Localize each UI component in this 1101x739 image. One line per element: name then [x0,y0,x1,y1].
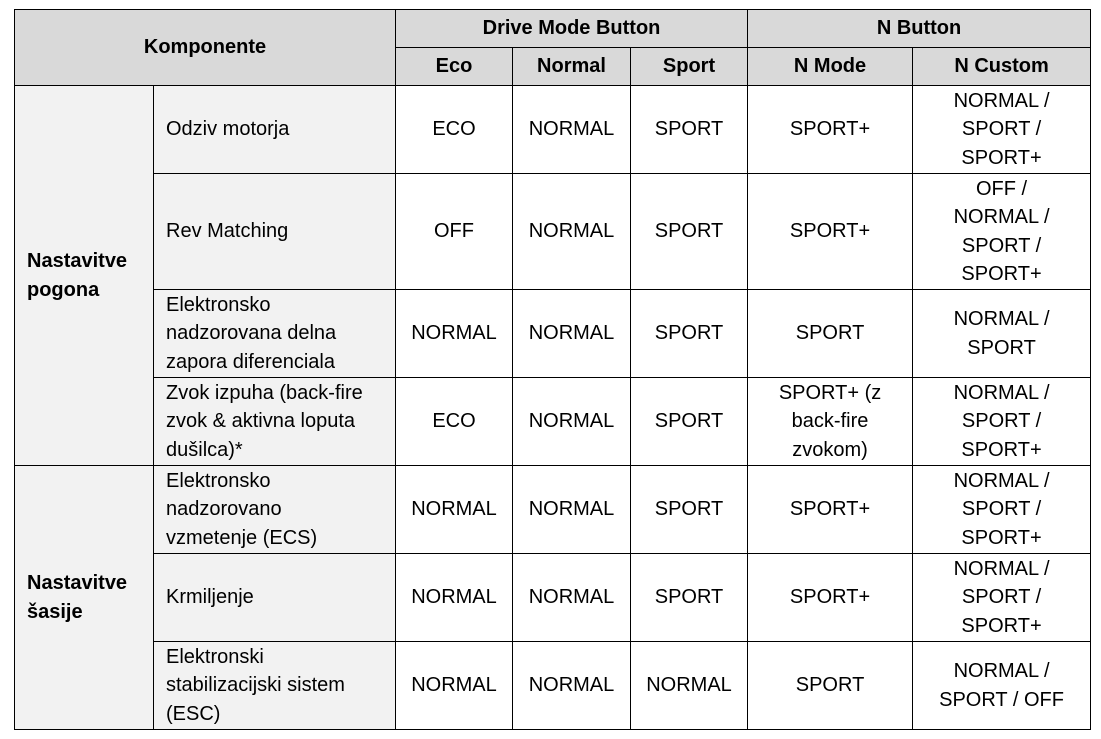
value-normal: NORMAL [513,290,631,378]
value-sport: SPORT [631,466,748,554]
value-n-mode: SPORT [748,290,913,378]
table-row [15,174,1091,290]
table-row [15,378,1091,466]
value-n-mode: SPORT+ (z back-fire zvokom) [748,378,913,466]
header-drive-mode: Drive Mode Button [396,10,748,48]
value-eco: ECO [396,378,513,466]
value-normal: NORMAL [513,174,631,290]
value-n-custom: NORMAL / SPORT / SPORT+ [913,378,1091,466]
value-sport: SPORT [631,174,748,290]
table-row [15,290,1091,378]
value-n-custom: NORMAL / SPORT / OFF [913,642,1091,730]
table-row [15,86,1091,174]
component-name: Elektronski stabilizacijski sistem (ESC) [154,642,396,730]
value-n-custom: NORMAL / SPORT [913,290,1091,378]
component-name: Elektronsko nadzorovana delna zapora diferenciala [154,290,396,378]
value-sport: NORMAL [631,642,748,730]
header-mode-sport: Sport [631,48,748,86]
value-normal: NORMAL [513,554,631,642]
value-eco: NORMAL [396,290,513,378]
value-sport: SPORT [631,86,748,174]
value-eco: OFF [396,174,513,290]
value-n-custom: NORMAL / SPORT / SPORT+ [913,466,1091,554]
value-n-mode: SPORT+ [748,86,913,174]
value-eco: ECO [396,86,513,174]
group-label-powertrain: Nastavitve pogona [15,86,154,466]
value-n-mode: SPORT+ [748,466,913,554]
header-mode-n-mode: N Mode [748,48,913,86]
header-mode-n-custom: N Custom [913,48,1091,86]
value-eco: NORMAL [396,554,513,642]
header-components: Komponente [15,10,396,86]
component-name: Krmiljenje [154,554,396,642]
group-label-chassis: Nastavitve šasije [15,466,154,730]
drive-mode-table [14,9,1091,730]
value-normal: NORMAL [513,466,631,554]
component-name: Rev Matching [154,174,396,290]
value-sport: SPORT [631,378,748,466]
header-mode-normal: Normal [513,48,631,86]
value-n-mode: SPORT+ [748,174,913,290]
value-sport: SPORT [631,290,748,378]
value-normal: NORMAL [513,86,631,174]
value-eco: NORMAL [396,642,513,730]
value-n-custom: NORMAL / SPORT / SPORT+ [913,86,1091,174]
header-mode-eco: Eco [396,48,513,86]
header-row-top [15,10,1091,48]
component-name: Odziv motorja [154,86,396,174]
header-n-button: N Button [748,10,1091,48]
table-row [15,554,1091,642]
value-normal: NORMAL [513,642,631,730]
value-n-mode: SPORT [748,642,913,730]
table-row [15,642,1091,730]
value-eco: NORMAL [396,466,513,554]
component-name: Elektronsko nadzorovano vzmetenje (ECS) [154,466,396,554]
table-row [15,466,1091,554]
value-n-mode: SPORT+ [748,554,913,642]
value-n-custom: OFF / NORMAL / SPORT / SPORT+ [913,174,1091,290]
value-n-custom: NORMAL / SPORT / SPORT+ [913,554,1091,642]
value-sport: SPORT [631,554,748,642]
component-name: Zvok izpuha (back-fire zvok & aktivna loputa dušilca)* [154,378,396,466]
value-normal: NORMAL [513,378,631,466]
